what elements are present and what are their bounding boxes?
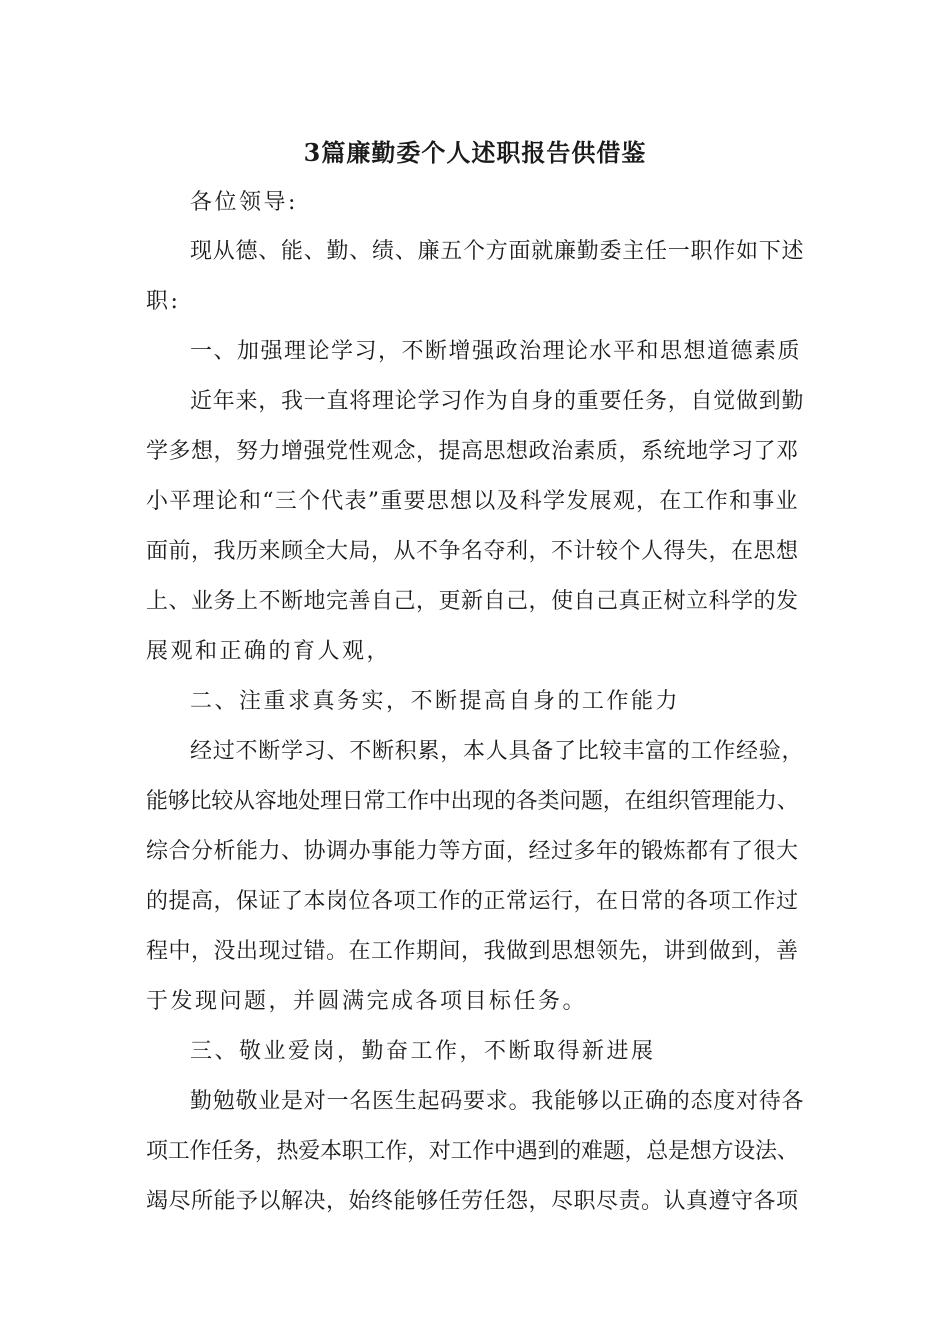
- body-line: 能够比较从容地处理日常工作中出现的各类问题，在组织管理能力、: [146, 789, 799, 814]
- body-line: 现从德、能、勤、绩、廉五个方面就廉勤委主任一职作如下述: [190, 239, 805, 264]
- salutation: 各位领导:: [190, 190, 298, 215]
- body-line: 小平理论和“三个代表”重要思想以及科学发展观，在工作和事业: [146, 489, 799, 514]
- body-line: 近年来，我一直将理论学习作为自身的重要任务，自觉做到勤: [190, 389, 805, 414]
- section-heading: 二、注重求真务实，不断提高自身的工作能力: [190, 689, 681, 714]
- body-line: 的提高，保证了本岗位各项工作的正常运行，在日常的各项工作过: [146, 889, 799, 914]
- body-line: 于发现问题，并圆满完成各项目标任务。: [146, 989, 588, 1014]
- body-line: 经过不断学习、不断积累，本人具备了比较丰富的工作经验，: [190, 739, 805, 764]
- section-heading: 一、加强理论学习，不断增强政治理论水平和思想道德素质: [190, 339, 802, 364]
- body-line: 程中，没出现过错。在工作期间，我做到思想领先，讲到做到，善: [146, 939, 799, 964]
- body-line: 勤勉敬业是对一名医生起码要求。我能够以正确的态度对待各: [190, 1089, 805, 1114]
- body-line: 综合分析能力、协调办事能力等方面，经过多年的锻炼都有了很大: [146, 839, 799, 864]
- body-line: 职:: [146, 289, 181, 314]
- body-line: 面前，我历来顾全大局，从不争名夺利，不计较个人得失，在思想: [146, 539, 799, 564]
- body-line: 项工作任务，热爱本职工作，对工作中遇到的难题，总是想方设法、: [146, 1139, 799, 1164]
- section-heading: 三、敬业爱岗，勤奋工作，不断取得新进展: [190, 1039, 656, 1064]
- body-line: 展观和正确的育人观，: [146, 639, 392, 664]
- body-line: 学多想，努力增强党性观念，提高思想政治素质，系统地学习了邓: [146, 439, 799, 464]
- body-line: 竭尽所能予以解决，始终能够任劳任怨，尽职尽责。认真遵守各项: [146, 1189, 799, 1214]
- document-title: 3篇廉勤委个人述职报告供借鉴: [303, 138, 647, 167]
- body-line: 上、业务上不断地完善自己，更新自己，使自己真正树立科学的发: [146, 589, 799, 614]
